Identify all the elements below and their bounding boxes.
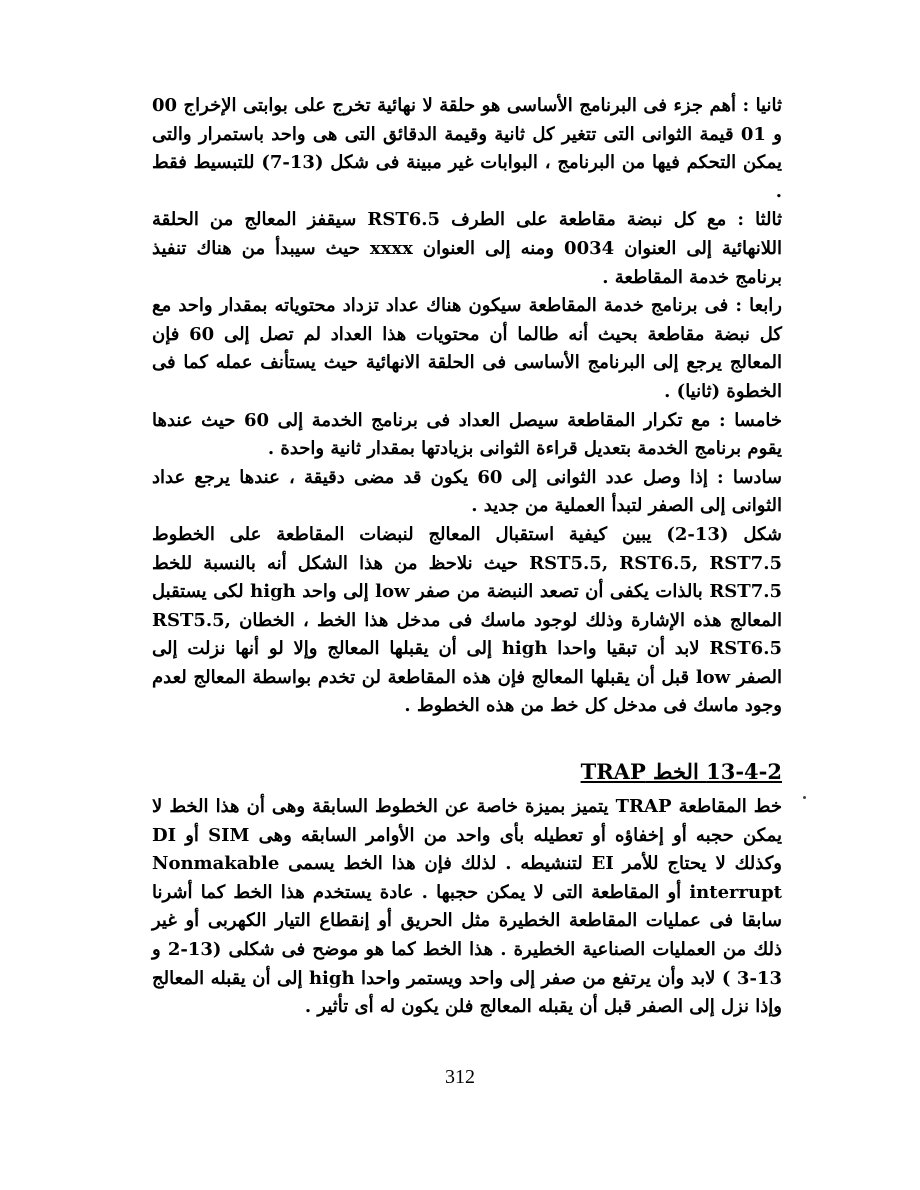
page-content xyxy=(152,92,782,1022)
paragraph-step-2 xyxy=(152,92,782,206)
paragraph-text: أهم جزء فى البرنامج الأساسى هو حلقة لا نهائية تخرج على بوابتى الإخراج 00 و 01 قيمة الثوانى التى تتغير كل ثانية وقيمة الدقائق التى هى واحد باستمرار والتى يمكن التحكم فيها من البرنامج ، البوابات غير مبينة فى شكل (13-7) للتبسيط فقط . xyxy=(152,95,782,202)
page-number: 312 xyxy=(445,1066,475,1088)
paragraph-figure-explanation xyxy=(152,521,782,721)
paragraph-step-5 xyxy=(152,407,782,464)
margin-mark xyxy=(803,796,806,799)
paragraph-step-3 xyxy=(152,206,782,292)
paragraph-step-4 xyxy=(152,292,782,406)
step-label: سادسا : xyxy=(717,466,783,488)
paragraph-text: فى برنامج خدمة المقاطعة سيكون هناك عداد تزداد محتوياته بمقدار واحد مع كل نبضة مقاطعة بحيث أنه طالما أن محتويات هذا العداد لم تصل إلى 60 فإن المعالج يرجع إلى البرنامج الأساسى فى الحلقة الانهائية حيث يستأنف عمله كما فى الخطوة (ثانيا) . xyxy=(152,295,782,402)
paragraph-text: شكل (13-2) يبين كيفية استقبال المعالج لنبضات المقاطعة على الخطوط RST5.5, RST6.5, RST7.5 حيث نلاحظ من هذا الشكل أنه بالنسبة للخط RST7.5 بالذات يكفى أن تصعد النبضة من صفر low إلى واحد high لكى يستقبل المعالج هذه الإشارة وذلك لوجود ماسك فى مدخل هذا الخط ، الخطان RST5.5, RST6.5 لابد أن تبقيا واحدا high إلى أن يقبلها المعالج وإلا لو أنها نزلت إلى الصفر low قبل أن يقبلها المعالج فإن هذه المقاطعة لن تخدم بواسطة المعالج لعدم وجود ماسك فى مدخل كل خط من هذه الخطوط . xyxy=(152,523,783,717)
step-label: ثالثا : xyxy=(737,209,782,231)
paragraph-text: إذا وصل عدد الثوانى إلى 60 يكون قد مضى دقيقة ، عندها يرجع عداد الثوانى إلى الصفر لتبدأ العملية من جديد . xyxy=(152,466,782,517)
paragraph-text: مع تكرار المقاطعة سيصل العداد فى برنامج الخدمة إلى 60 حيث عندها يقوم برنامج الخدمة بتعديل قراءة الثوانى بزيادتها بمقدار ثانية واحدة . xyxy=(152,409,782,460)
step-label: رابعا : xyxy=(735,295,782,317)
step-label: ثانيا : xyxy=(742,95,782,116)
paragraph-text: مع كل نبضة مقاطعة على الطرف RST6.5 سيقفز المعالج من الحلقة اللانهائية إلى العنوان 0034 ومنه إلى العنوان xxxx حيث سيبدأ من هناك تنفيذ برنامج خدمة المقاطعة . xyxy=(152,209,783,288)
step-label: خامسا : xyxy=(718,409,782,431)
paragraph-trap: خط المقاطعة TRAP يتميز بميزة خاصة عن الخطوط السابقة وهى أن هذا الخط لا يمكن حجبه أو إخفاؤه أو تعطيله بأى واحد من الأوامر السابقه وهى SIM أو DI وكذلك لا يحتاج للأمر EI لتنشيطه . لذلك فإن هذا الخط يسمى Nonmakable interrupt أو المقاطعة التى لا يمكن حجبها . عادة يستخدم هذا الخط كما أشرنا سابقا فى عمليات المقاطعة الخطيرة مثل الحريق أو إنقطاع التيار الكهربى أو غير ذلك من العمليات الصناعية الخطيرة . هذا الخط كما هو موضح فى شكلى (13-2 و 13-3 ) لابد وأن يرتفع من صفر إلى واحد ويستمر واحدا high إلى أن يقبله المعالج وإذا نزل إلى الصفر قبل أن يقبله المعالج فلن يكون له أى تأثير . xyxy=(152,796,783,1018)
section-heading-trap: 13-4-2 الخط TRAP xyxy=(580,759,782,785)
paragraph-step-6 xyxy=(152,464,782,521)
